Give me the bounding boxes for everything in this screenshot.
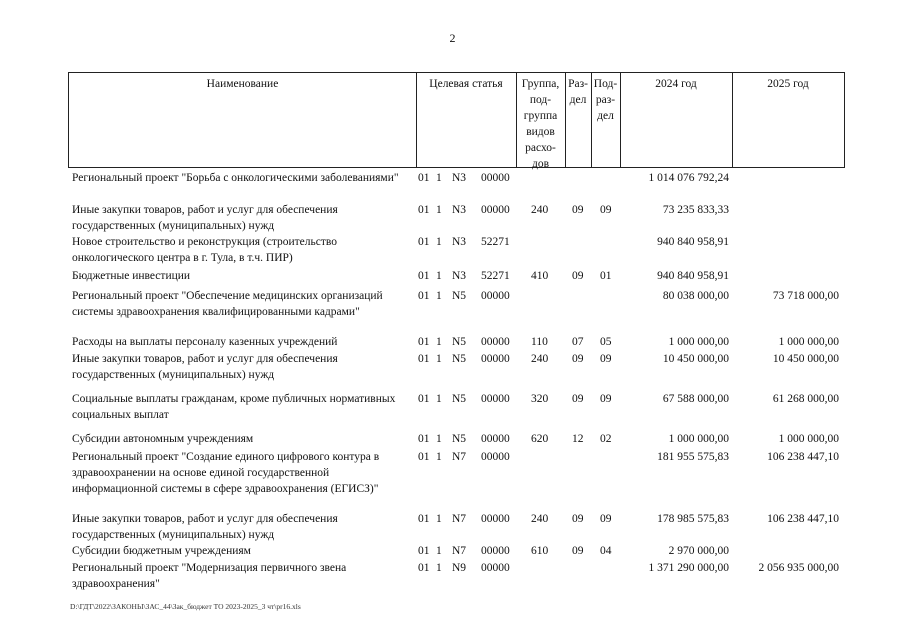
cell-v2024: 1 371 290 000,00 [648, 562, 729, 574]
cell-t2: 1 [436, 545, 442, 557]
header-razdel: Раз- дел [568, 78, 588, 106]
cell-t1: 01 [418, 172, 430, 184]
cell-pod: 04 [600, 545, 612, 557]
cell-v2024: 1 000 000,00 [668, 336, 729, 348]
cell-v2024: 80 038 000,00 [662, 290, 729, 302]
header-expense-group: Группа, под- группа видов расхо- дов [521, 78, 560, 170]
table-header [68, 72, 845, 168]
cell-grp: 240 [531, 204, 549, 216]
cell-t1: 01 [418, 433, 430, 445]
cell-razd: 09 [572, 270, 584, 282]
cell-v2024: 181 955 575,83 [657, 451, 729, 463]
cell-t1: 01 [418, 513, 430, 525]
cell-t2: 1 [436, 451, 442, 463]
cell-v2025: 1 000 000,00 [778, 433, 839, 445]
cell-t3: N5 [452, 393, 467, 405]
header-2024: 2024 год [655, 78, 697, 90]
cell-t1: 01 [418, 562, 430, 574]
cell-v2025: 10 450 000,00 [772, 353, 839, 365]
cell-pod: 09 [600, 513, 612, 525]
cell-name: Иные закупки товаров, работ и услуг для обеспечения государственных (муниципальных) нужд [72, 204, 338, 232]
cell-t3: N7 [452, 513, 467, 525]
cell-t4: 52271 [481, 270, 510, 282]
cell-name: Иные закупки товаров, работ и услуг для обеспечения государственных (муниципальных) нужд [72, 353, 338, 381]
cell-grp: 240 [531, 353, 549, 365]
cell-t2: 1 [436, 172, 442, 184]
cell-v2025: 106 238 447,10 [767, 513, 839, 525]
cell-t3: N3 [452, 236, 467, 248]
cell-t1: 01 [418, 336, 430, 348]
cell-t4: 00000 [481, 393, 510, 405]
cell-t4: 00000 [481, 172, 510, 184]
cell-razd: 09 [572, 353, 584, 365]
cell-t3: N5 [452, 353, 467, 365]
page-number: 2 [449, 31, 456, 45]
cell-t3: N3 [452, 270, 467, 282]
cell-pod: 05 [600, 336, 612, 348]
cell-t2: 1 [436, 562, 442, 574]
cell-v2025: 61 268 000,00 [772, 393, 839, 405]
cell-t4: 00000 [481, 336, 510, 348]
cell-name: Субсидии автономным учреждениям [72, 433, 254, 445]
cell-t1: 01 [418, 236, 430, 248]
file-path-footer: D:\ГДТ\2022\ЗАКОНЫ\ЗАС_44\Зак_бюджет ТО 2023-2025_3 чт\pr16.xls [70, 602, 301, 611]
cell-pod: 02 [600, 433, 612, 445]
cell-grp: 620 [531, 433, 549, 445]
cell-t2: 1 [436, 270, 442, 282]
cell-v2025: 2 056 935 000,00 [758, 562, 839, 574]
cell-t3: N3 [452, 204, 467, 216]
cell-t1: 01 [418, 451, 430, 463]
cell-razd: 07 [572, 336, 584, 348]
cell-v2024: 940 840 958,91 [657, 236, 729, 248]
cell-v2024: 10 450 000,00 [662, 353, 729, 365]
cell-pod: 09 [600, 204, 612, 216]
cell-t1: 01 [418, 204, 430, 216]
cell-name: Региональный проект "Обеспечение медицинских организаций системы здравоохранения квалифицированными кадрами" [72, 290, 383, 318]
cell-grp: 110 [531, 336, 548, 348]
cell-t1: 01 [418, 290, 430, 302]
cell-v2024: 1 014 076 792,24 [648, 172, 729, 184]
cell-t3: N5 [452, 290, 467, 302]
cell-t4: 00000 [481, 290, 510, 302]
cell-name: Региональный проект "Модернизация первичного звена здравоохранения" [72, 562, 347, 590]
cell-grp: 320 [531, 393, 549, 405]
cell-t2: 1 [436, 513, 442, 525]
cell-name: Новое строительство и реконструкция (строительство онкологического центра в г. Тула, в т.ч. ПИР) [72, 236, 337, 264]
cell-t1: 01 [418, 393, 430, 405]
header-podrazdel: Под- раз- дел [593, 78, 618, 122]
cell-v2025: 106 238 447,10 [767, 451, 839, 463]
cell-t3: N5 [452, 433, 467, 445]
header-2025: 2025 год [767, 78, 809, 90]
cell-razd: 09 [572, 393, 584, 405]
cell-t3: N3 [452, 172, 467, 184]
cell-grp: 240 [531, 513, 549, 525]
cell-t3: N5 [452, 336, 467, 348]
cell-grp: 410 [531, 270, 549, 282]
cell-t4: 52271 [481, 236, 510, 248]
header-target-article: Целевая статья [429, 78, 503, 90]
cell-t2: 1 [436, 353, 442, 365]
cell-v2025: 1 000 000,00 [778, 336, 839, 348]
cell-grp: 610 [531, 545, 549, 557]
cell-name: Субсидии бюджетным учреждениям [72, 545, 251, 557]
cell-t4: 00000 [481, 513, 510, 525]
cell-t1: 01 [418, 270, 430, 282]
cell-razd: 09 [572, 513, 584, 525]
cell-t3: N9 [452, 562, 467, 574]
cell-t2: 1 [436, 336, 442, 348]
cell-name: Бюджетные инвестиции [72, 270, 191, 282]
cell-v2024: 2 970 000,00 [668, 545, 729, 557]
cell-t3: N7 [452, 451, 467, 463]
cell-name: Региональный проект "Борьба с онкологическими заболеваниями" [72, 172, 399, 184]
header-name: Наименование [206, 78, 279, 90]
cell-t4: 00000 [481, 433, 510, 445]
cell-t2: 1 [436, 433, 442, 445]
cell-t2: 1 [436, 393, 442, 405]
cell-razd: 09 [572, 545, 584, 557]
cell-t1: 01 [418, 545, 430, 557]
cell-t4: 00000 [481, 562, 510, 574]
cell-name: Расходы на выплаты персоналу казенных учреждений [72, 336, 338, 348]
cell-t4: 00000 [481, 451, 510, 463]
cell-pod: 09 [600, 353, 612, 365]
cell-razd: 09 [572, 204, 584, 216]
cell-v2024: 1 000 000,00 [668, 433, 729, 445]
cell-name: Иные закупки товаров, работ и услуг для обеспечения государственных (муниципальных) нужд [72, 513, 338, 541]
cell-t2: 1 [436, 236, 442, 248]
cell-v2024: 178 985 575,83 [657, 513, 729, 525]
cell-name: Социальные выплаты гражданам, кроме публичных нормативных социальных выплат [72, 393, 396, 421]
cell-pod: 09 [600, 393, 612, 405]
cell-pod: 01 [600, 270, 612, 282]
cell-v2024: 73 235 833,33 [662, 204, 729, 216]
cell-v2024: 940 840 958,91 [657, 270, 729, 282]
cell-t2: 1 [436, 290, 442, 302]
cell-t4: 00000 [481, 545, 510, 557]
cell-v2025: 73 718 000,00 [772, 290, 839, 302]
cell-t1: 01 [418, 353, 430, 365]
cell-razd: 12 [572, 433, 584, 445]
cell-t4: 00000 [481, 353, 510, 365]
cell-name: Региональный проект "Создание единого цифрового контура в здравоохранении на основе единой государственной информационной системы в сфере здравоохранения (ЕГИСЗ)" [72, 451, 380, 495]
cell-t3: N7 [452, 545, 467, 557]
cell-v2024: 67 588 000,00 [662, 393, 729, 405]
cell-t4: 00000 [481, 204, 510, 216]
cell-t2: 1 [436, 204, 442, 216]
